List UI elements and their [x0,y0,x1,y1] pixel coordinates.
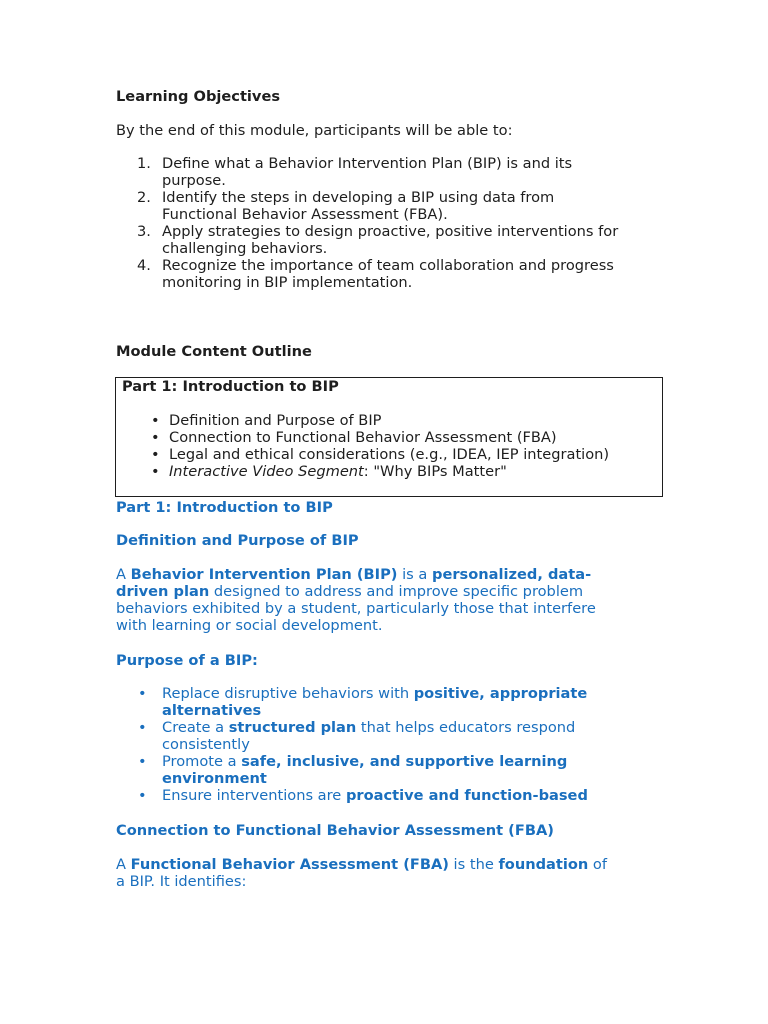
objectives-intro: By the end of this module, participants will be able to: [116,122,513,139]
list-item: • Create a structured plan that helps educators respond consistently [138,719,576,753]
list-number: 4. [137,257,151,274]
objective-item: 2. Identify the steps in developing a BIP using data from Functional Behavior Assessment (FBA). [137,189,555,223]
purpose-list [116,685,656,804]
objectives-list [116,155,676,291]
list-number: 1. [137,155,151,172]
outline-box [115,377,663,497]
bullet-icon: • [138,787,147,804]
bullet-icon: • [138,753,147,770]
list-number: 3. [137,223,151,240]
fba-paragraph: A Functional Behavior Assessment (FBA) is the foundation of a BIP. It identifies: [116,856,608,890]
objective-item: 3. Apply strategies to design proactive, positive interventions for challenging behaviors. [137,223,619,257]
bullet-icon: • [151,412,160,429]
list-item: • Replace disruptive behaviors with positive, appropriate alternatives [138,685,588,719]
list-item: • Ensure interventions are proactive and function-based [138,787,588,804]
fba-heading: Connection to Functional Behavior Assessment (FBA) [116,822,554,839]
part1-title: Part 1: Introduction to BIP [116,499,333,516]
bullet-icon: • [151,429,160,446]
bullet-icon: • [151,446,160,463]
video-segment-label: Interactive Video Segment [169,463,364,480]
bullet-icon: • [138,685,147,702]
objective-item: 1. Define what a Behavior Intervention Plan (BIP) is and its purpose. [137,155,573,189]
bullet-icon: • [151,463,160,480]
list-item: • Promote a safe, inclusive, and supportive learning environment [138,753,568,787]
list-item: • Legal and ethical considerations (e.g., IDEA, IEP integration) [151,446,610,463]
definition-paragraph: A Behavior Intervention Plan (BIP) is a personalized, data- driven plan designed to address and improve specific problem behaviors exhibited by a student, particularly those that interfere with learning or social development. [116,566,596,634]
list-item: • Connection to Functional Behavior Assessment (FBA) [151,429,557,446]
outline-box-title: Part 1: Introduction to BIP [122,378,339,395]
purpose-heading: Purpose of a BIP: [116,652,258,669]
list-item: • Definition and Purpose of BIP [151,412,382,429]
definition-heading: Definition and Purpose of BIP [116,532,359,549]
module-outline-heading: Module Content Outline [116,343,312,360]
list-item: • Interactive Video Segment: "Why BIPs Matter" [151,463,507,480]
objective-item: 4. Recognize the importance of team collaboration and progress monitoring in BIP implementation. [137,257,614,291]
learning-objectives-heading: Learning Objectives [116,88,281,105]
list-number: 2. [137,189,151,206]
outline-bullets [123,412,653,480]
bullet-icon: • [138,719,147,736]
